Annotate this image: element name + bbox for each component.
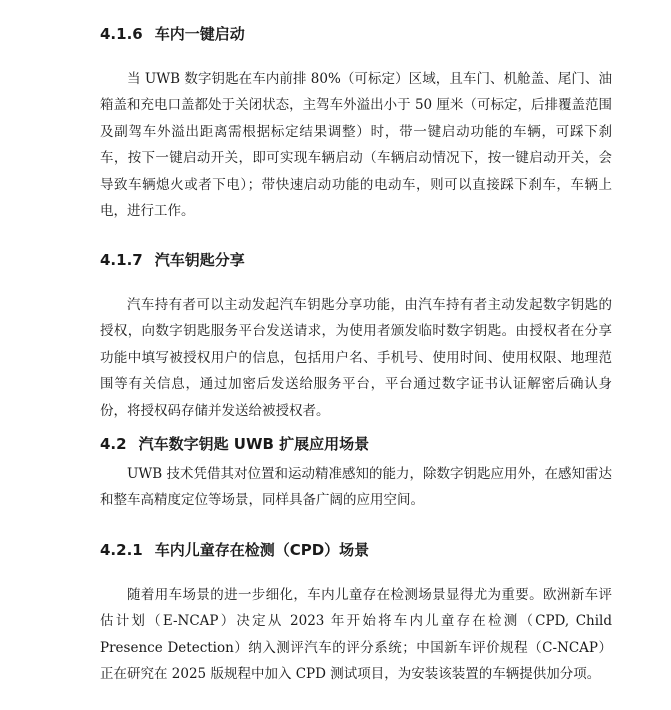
section-number: 4.1.6: [100, 25, 143, 43]
section-heading-4-1-6: [100, 24, 245, 44]
section-paragraph-4-2: UWB 技术凭借其对位置和运动精准感知的能力，除数字钥匙应用外，在感知雷达和整车高精度定位等场景，同样具备广阔的应用空间。: [100, 466, 612, 509]
section-paragraph-4-1-6: 当 UWB 数字钥匙在车内前排 80%（可标定）区域，且车门、机舱盖、尾门、油箱盖和充电口盖都处于关闭状态，主驾车外溢出小于 50 厘米（可标定，后排覆盖范围及副驾车外溢出距离需根据标定结果调整）时，带一键启动功能的车辆，可踩下刹车，按下一键启动开关，即可实现车辆启动（车辆启动情况下，按一键启动开关，会导致车辆熄火或者下电）；带快速启动功能的电动车，则可以直接踩下刹车，车辆上电，进行工作。: [100, 71, 612, 220]
section-title: 车内一键启动: [154, 25, 245, 43]
section-paragraph-4-2-1: 随着用车场景的进一步细化，车内儿童存在检测场景显得尤为重要。欧洲新车评估计划（E-NCAP）决定从 2023 年开始将车内儿童存在检测（CPD, Child Presence Detection）纳入测评汽车的评分系统；中国新车评价规程（C-NCAP）正在研究在 2025 版规程中加入 CPD 测试项目，为安装该装置的车辆提供加分项。: [100, 587, 612, 683]
section-heading-4-1-7: [100, 250, 245, 270]
section-number: 4.2.1: [100, 541, 143, 559]
section-title: 车内儿童存在检测（CPD）场景: [154, 541, 370, 559]
section-heading-4-2-1: [100, 540, 369, 560]
section-title: 汽车钥匙分享: [154, 251, 245, 269]
section-title: 汽车数字钥匙 UWB 扩展应用场景: [138, 435, 370, 453]
section-paragraph-4-1-7: 汽车持有者可以主动发起汽车钥匙分享功能，由汽车持有者主动发起数字钥匙的授权，向数字钥匙服务平台发送请求，为使用者颁发临时数字钥匙。由授权者在分享功能中填写被授权用户的信息，包括用户名、手机号、使用时间、使用权限、地理范围等有关信息，通过加密后发送给服务平台，平台通过数字证书认证解密后确认身份，将授权码存储并发送给被授权者。: [100, 297, 612, 419]
section-heading-4-2: [100, 434, 369, 454]
section-number: 4.2: [100, 435, 127, 453]
section-number: 4.1.7: [100, 251, 143, 269]
